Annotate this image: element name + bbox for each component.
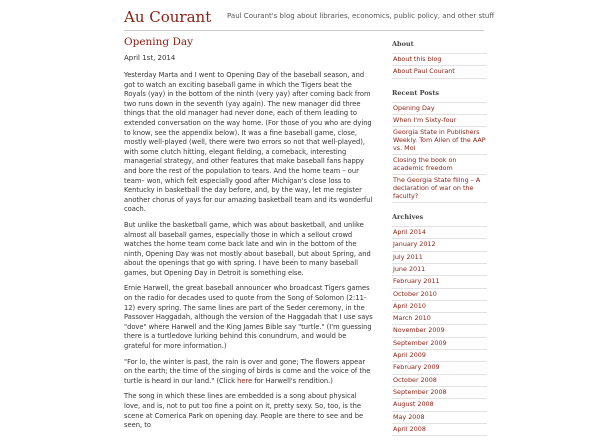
archive-item-link[interactable]: June 2011: [393, 264, 426, 273]
archive-item: [392, 252, 487, 264]
archive-item-link[interactable]: May 2008: [393, 412, 425, 421]
site-title[interactable]: Au Courant: [124, 8, 212, 26]
recent-post-item: [392, 155, 487, 175]
archive-item: [392, 226, 487, 239]
archive-item: [392, 239, 487, 251]
about-list: [392, 53, 487, 79]
archive-item: [392, 276, 487, 288]
harwell-rendition-link[interactable]: here: [237, 376, 253, 385]
archives-section: [392, 213, 487, 436]
main-content: [124, 36, 374, 437]
archives-list: [392, 226, 487, 436]
site-header: [124, 0, 495, 31]
archive-item: [392, 350, 487, 362]
archives-heading: Archives: [392, 213, 424, 222]
archive-item-link[interactable]: August 2008: [393, 400, 434, 409]
archive-item: [392, 325, 487, 337]
about-item-link[interactable]: About this blog: [393, 55, 442, 63]
archive-item: [392, 399, 487, 411]
archive-item: [392, 301, 487, 313]
archive-item-link[interactable]: July 2011: [393, 252, 423, 261]
archive-item-link[interactable]: April 2009: [393, 351, 426, 360]
archive-item-link[interactable]: September 2009: [393, 338, 447, 347]
recent-post-item-link[interactable]: The Georgia State filing – A declaration of war on the faculty?: [393, 176, 481, 200]
about-item: [392, 53, 487, 66]
archive-item-link[interactable]: April 2008: [393, 424, 426, 433]
archive-item-link[interactable]: October 2010: [393, 289, 437, 298]
archive-item: [392, 338, 487, 350]
recent-posts-list: [392, 102, 487, 203]
archive-item-link[interactable]: March 2010: [393, 314, 431, 323]
archive-item-link[interactable]: April 2014: [393, 228, 426, 237]
post-paragraph: Ernie Harwell, the great baseball announcer who broadcast Tigers games on the radio for decades used to quote from the Song of Solomon (2:11-12) every spring. The same lines are part of the Seder ceremony, in the Passover Haggadah, although the version of the Haggadah that I use says "dove" where Harwell and the King James Bible say "turtle." (I'm guessing there is a turtledove lurking behind this conundrum, and would be grateful for more information.): [124, 284, 373, 351]
archive-item: [392, 289, 487, 301]
post-paragraph: [124, 358, 374, 387]
archive-item: [392, 264, 487, 276]
post-body: [124, 71, 374, 431]
quote-text-end: for Harwell's rendition.): [252, 376, 333, 385]
recent-post-item: [392, 127, 487, 155]
post-paragraph: Yesterday Marta and I went to Opening Day of the baseball season, and got to watch an exciting baseball game in which the Tigers beat the Royals (yay) in the bottom of the ninth (very yay) after coming back from two runs down in the seventh (yay again). The new manager did three things that the old manager had never done, each of them leading to extended conversation on the way home. (For those of you who are dying to know, see the appendix below). It was a fine baseball game, close, mostly well-played (well, there were two errors so not that well-played), with some clutch hitting, elegant fielding, a comeback, interesting managerial strategy, and other features that make baseball fans happy and bore the rest of the population to tears. And the home team – our team– won, which felt especially good after Michigan's close loss to Kentucky in basketball the day before, and, by the way, let me register another chorus of yays for our amazing basketball team and its wonderful coach.: [124, 71, 373, 214]
archive-item: [392, 387, 487, 399]
recent-post-item: [392, 115, 487, 127]
recent-post-item-link[interactable]: When I'm Sixty-four: [393, 115, 457, 124]
recent-post-item-link[interactable]: Opening Day: [393, 103, 435, 112]
archive-item: [392, 313, 487, 325]
recent-post-item: [392, 102, 487, 115]
archive-item: [392, 362, 487, 374]
recent-posts-heading: Recent Posts: [392, 88, 439, 97]
about-section: [392, 40, 487, 79]
archive-item-link[interactable]: January 2012: [393, 240, 436, 249]
archive-item-link[interactable]: February 2011: [393, 277, 440, 286]
site-description: Paul Courant's blog about libraries, economics, public policy, and other stuff: [227, 12, 495, 20]
archive-item-link[interactable]: April 2010: [393, 301, 426, 310]
about-heading: About: [392, 40, 414, 48]
archive-item-link[interactable]: November 2009: [393, 326, 445, 335]
recent-post-item: [392, 175, 487, 203]
archive-item-link[interactable]: September 2008: [393, 387, 447, 396]
recent-posts-section: [392, 89, 487, 203]
about-item-link[interactable]: About Paul Courant: [393, 67, 455, 76]
post-paragraph: The song in which these lines are embedded is a song about physical love, and is, not to put too fine a point on it, pretty sexy. So, too, is the scene at Comerica Park on opening day. People are there to see and be seen, to: [124, 392, 364, 430]
post-paragraph: But unlike the basketball game, which was about basketball, and unlike almost all baseball games, especially those in which a sellout crowd watches the home team come back late and win in the bottom of the ninth, Opening Day was not mostly about baseball, but about Spring, and about the openings that go with spring. I have been to many baseball games, but Opening Day in Detroit is something else.: [124, 220, 371, 277]
archive-item: [392, 412, 487, 424]
archive-item: [392, 424, 487, 436]
quote-text: "For lo, the winter is past, the rain is over and gone; The flowers appear on the earth; the time of the singing of birds is come and the voice of the turtle is heard in our land." (Click: [124, 357, 371, 385]
post-date: April 1st, 2014: [124, 54, 176, 62]
archive-item-link[interactable]: February 2009: [393, 363, 440, 372]
recent-post-item-link[interactable]: Closing the book on academic freedom: [393, 156, 457, 172]
recent-post-item-link[interactable]: Georgia State in Publishers Weekly. Tom Allen of the AAP vs. Moi: [393, 128, 486, 152]
sidebar: [392, 40, 487, 446]
post-title[interactable]: Opening Day: [124, 36, 194, 48]
archive-item: [392, 375, 487, 387]
archive-item-link[interactable]: October 2008: [393, 375, 437, 384]
about-item: [392, 66, 487, 78]
